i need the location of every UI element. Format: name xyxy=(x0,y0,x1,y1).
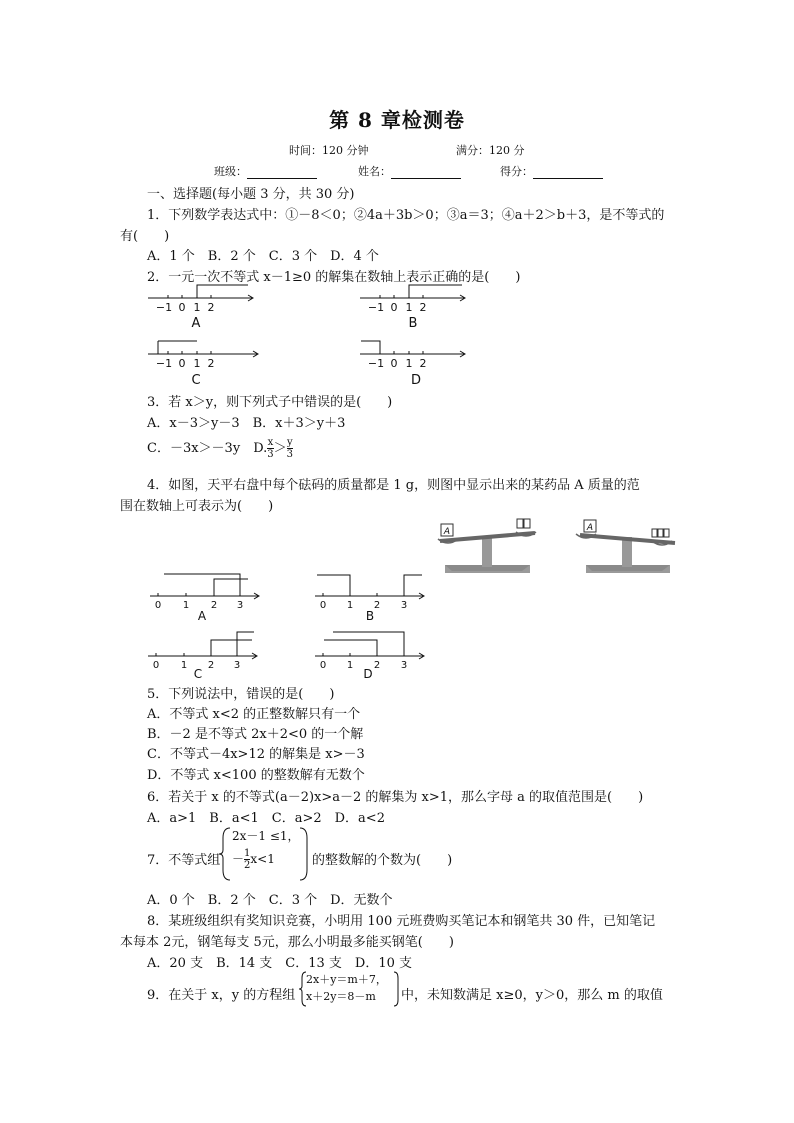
q5-option-c: C．不等式－4x>12 的解集是 x>－3 xyxy=(147,747,365,762)
q5-stem: 5．下列说法中，错误的是( ) xyxy=(147,687,335,702)
q8-stem: 8．某班级组织有奖知识竞赛，小明用 100 元班费购买笔记本和钢笔共 30 件，已知笔记 xyxy=(147,914,656,929)
q4-b-tick-1: 1 xyxy=(346,600,354,611)
name-label: 姓名： xyxy=(358,165,391,178)
balance-scale-2 xyxy=(576,520,675,573)
q4-c-solution-1 xyxy=(211,640,252,656)
q7-options: A．0 个 B．2 个 C．3 个 D．无数个 xyxy=(147,893,393,908)
q2-number-lines xyxy=(140,282,480,392)
scale1-drug-label: A xyxy=(443,527,451,537)
q5-option-d: D．不等式 x<100 的整数解有无数个 xyxy=(147,768,365,783)
q4-c-solution-2 xyxy=(237,632,254,656)
q7-ineq-2 xyxy=(232,848,275,871)
q4-label-c: C xyxy=(193,667,203,681)
q2-label-c: C xyxy=(191,373,201,388)
scale2-weight xyxy=(652,529,657,537)
scale2-post xyxy=(622,537,632,567)
q2-label-d: D xyxy=(410,373,422,388)
q3-option-b: B．x＋3＞y＋3 xyxy=(252,416,346,431)
q3-stem: 3．若 x＞y，则下列式子中错误的是( ) xyxy=(147,395,393,410)
scale1-weight xyxy=(524,519,530,528)
score-info: 满分：120 分 xyxy=(456,144,525,157)
q4-a-tick-0: 0 xyxy=(154,600,162,611)
q4-b-solution-1 xyxy=(317,575,350,596)
q2-c-tick-0: 0 xyxy=(178,357,186,370)
q2-c-tick-2: 2 xyxy=(207,357,215,370)
q4-d-tick-3: 3 xyxy=(400,660,408,671)
q7-prefix: 7．不等式组 xyxy=(147,853,221,868)
balance-scale-1 xyxy=(438,519,536,573)
q4-stem-cont: 围在数轴上可表示为( ) xyxy=(120,499,274,514)
q4-c-tick-1: 1 xyxy=(180,660,188,671)
q4-b-tick-2: 2 xyxy=(373,600,381,611)
q2-c-tick-1: 1 xyxy=(193,357,201,370)
grade-blank[interactable] xyxy=(533,166,603,179)
q4-label-b: B xyxy=(365,609,375,623)
q4-stem: 4．如图，天平右盘中每个砝码的质量都是 1 g，则图中显示出来的某药品 A 质量的范 xyxy=(147,478,640,493)
scale2-weight xyxy=(664,529,669,537)
q2-c-tick-neg1: −1 xyxy=(155,357,173,370)
q3-option-c: C．－3x＞－3y xyxy=(147,441,241,456)
page-title: 第 8 章检测卷 xyxy=(329,108,465,132)
q4-d-tick-1: 1 xyxy=(346,660,354,671)
class-blank[interactable] xyxy=(247,166,317,179)
section-heading: 一、选择题(每小题 3 分，共 30 分) xyxy=(147,187,355,202)
q2-b-tick-0: 0 xyxy=(390,301,398,314)
name-field[interactable] xyxy=(358,163,461,179)
q5-option-b: B．－2 是不等式 2x＋2<0 的一个解 xyxy=(147,727,364,742)
q7-ineq-2-rest: x<1 xyxy=(250,852,275,866)
q7-frac: $\frac{1}{2}$ xyxy=(244,848,251,871)
q7-ineq-1: 2x－1 ≤1， xyxy=(232,829,300,843)
q4-c-tick-0: 0 xyxy=(152,660,160,671)
scale1-post xyxy=(482,537,492,567)
q3-option-a: A．x－3＞y－3 xyxy=(147,416,240,431)
q4-b-tick-3: 3 xyxy=(400,600,408,611)
q2-a-solution xyxy=(197,285,248,298)
q4-b-tick-0: 0 xyxy=(319,600,327,611)
q9-eq-2: x＋2y＝8－m xyxy=(306,990,376,1003)
q7-brace xyxy=(218,826,232,882)
q2-d-tick-1: 1 xyxy=(405,357,413,370)
q2-a-tick-2: 2 xyxy=(207,301,215,314)
q4-a-tick-3: 3 xyxy=(236,600,244,611)
q7-suffix: 的整数解的个数为( ) xyxy=(312,853,453,868)
q4-c-tick-3: 3 xyxy=(233,660,241,671)
q2-d-tick-0: 0 xyxy=(390,357,398,370)
grade-label: 得分： xyxy=(500,165,533,178)
q2-a-tick-neg1: −1 xyxy=(155,301,173,314)
q5-option-a: A．不等式 x<2 的正整数解只有一个 xyxy=(147,707,361,722)
q1-stem-cont: 有( ) xyxy=(120,229,170,244)
q8-options: A．20 支 B．14 支 C．13 支 D．10 支 xyxy=(147,956,413,971)
q3-options-ab xyxy=(147,412,345,431)
q3-option-d: D. xyxy=(253,441,268,456)
name-blank[interactable] xyxy=(391,166,461,179)
q9-suffix: 中，未知数满足 x≥0，y＞0，那么 m 的取值 xyxy=(401,988,663,1003)
q4-label-d: D xyxy=(363,667,373,681)
q7-brace-right xyxy=(298,826,312,882)
class-field[interactable] xyxy=(214,163,317,179)
q3-options-cd xyxy=(147,437,293,460)
class-label: 班级： xyxy=(214,165,247,178)
q4-a-tick-1: 1 xyxy=(182,600,190,611)
q2-d-tick-2: 2 xyxy=(419,357,427,370)
q3-gt: ＞ xyxy=(273,441,287,456)
q2-b-tick-2: 2 xyxy=(419,301,427,314)
q4-d-tick-2: 2 xyxy=(373,660,381,671)
q4-label-a: A xyxy=(197,609,207,623)
q6-stem: 6．若关于 x 的不等式(a－2)x>a－2 的解集为 x>1，那么字母 a 的取值范围是( ) xyxy=(147,790,644,805)
q2-b-tick-neg1: −1 xyxy=(367,301,385,314)
q2-stem: 2．一元一次不等式 x－1≥0 的解集在数轴上表示正确的是( ) xyxy=(147,270,521,285)
q1-stem: 1．下列数学表达式中：①－8＜0；②4a＋3b＞0；③a＝3；④a＋2＞b＋3，是不等式的 xyxy=(147,208,665,223)
q9-prefix: 9．在关于 x，y 的方程组 xyxy=(147,988,296,1003)
scale2-drug-label: A xyxy=(586,523,594,533)
q6-options: A．a>1 B．a<1 C．a>2 D．a<2 xyxy=(147,811,385,826)
q4-d-solution-1 xyxy=(333,632,404,656)
q4-a-solution-2 xyxy=(214,579,248,596)
q1-options: A．1 个 B．2 个 C．3 个 D．4 个 xyxy=(147,249,379,264)
q4-c-tick-2: 2 xyxy=(207,660,215,671)
q2-a-tick-0: 0 xyxy=(178,301,186,314)
q2-d-tick-neg1: −1 xyxy=(367,357,385,370)
q2-a-tick-1: 1 xyxy=(193,301,201,314)
q7-minus: － xyxy=(232,852,245,866)
grade-field[interactable] xyxy=(500,163,603,179)
q4-d-tick-0: 0 xyxy=(319,660,327,671)
balance-scales xyxy=(430,515,680,575)
q2-label-b: B xyxy=(408,316,418,331)
q2-label-a: A xyxy=(191,316,201,331)
q4-a-tick-2: 2 xyxy=(210,600,218,611)
q8-stem-cont: 本每本 2元，钢笔每支 5元，那么小明最多能买钢笔( ) xyxy=(120,935,454,950)
q4-number-lines xyxy=(140,568,430,683)
q3-frac-y: $\frac{y}{3}$ xyxy=(286,437,294,460)
q9-eq-1: 2x＋y＝m＋7， xyxy=(306,973,387,986)
time-info: 时间：120 分钟 xyxy=(289,144,369,157)
q2-d-solution xyxy=(361,341,380,354)
q3-frac-x: $\frac{x}{3}$ xyxy=(267,437,274,460)
q4-a-solution-1 xyxy=(164,574,240,596)
q2-b-tick-1: 1 xyxy=(405,301,413,314)
q2-b-solution xyxy=(409,285,462,298)
scale2-weight xyxy=(658,529,663,537)
scale1-weight xyxy=(517,519,523,528)
